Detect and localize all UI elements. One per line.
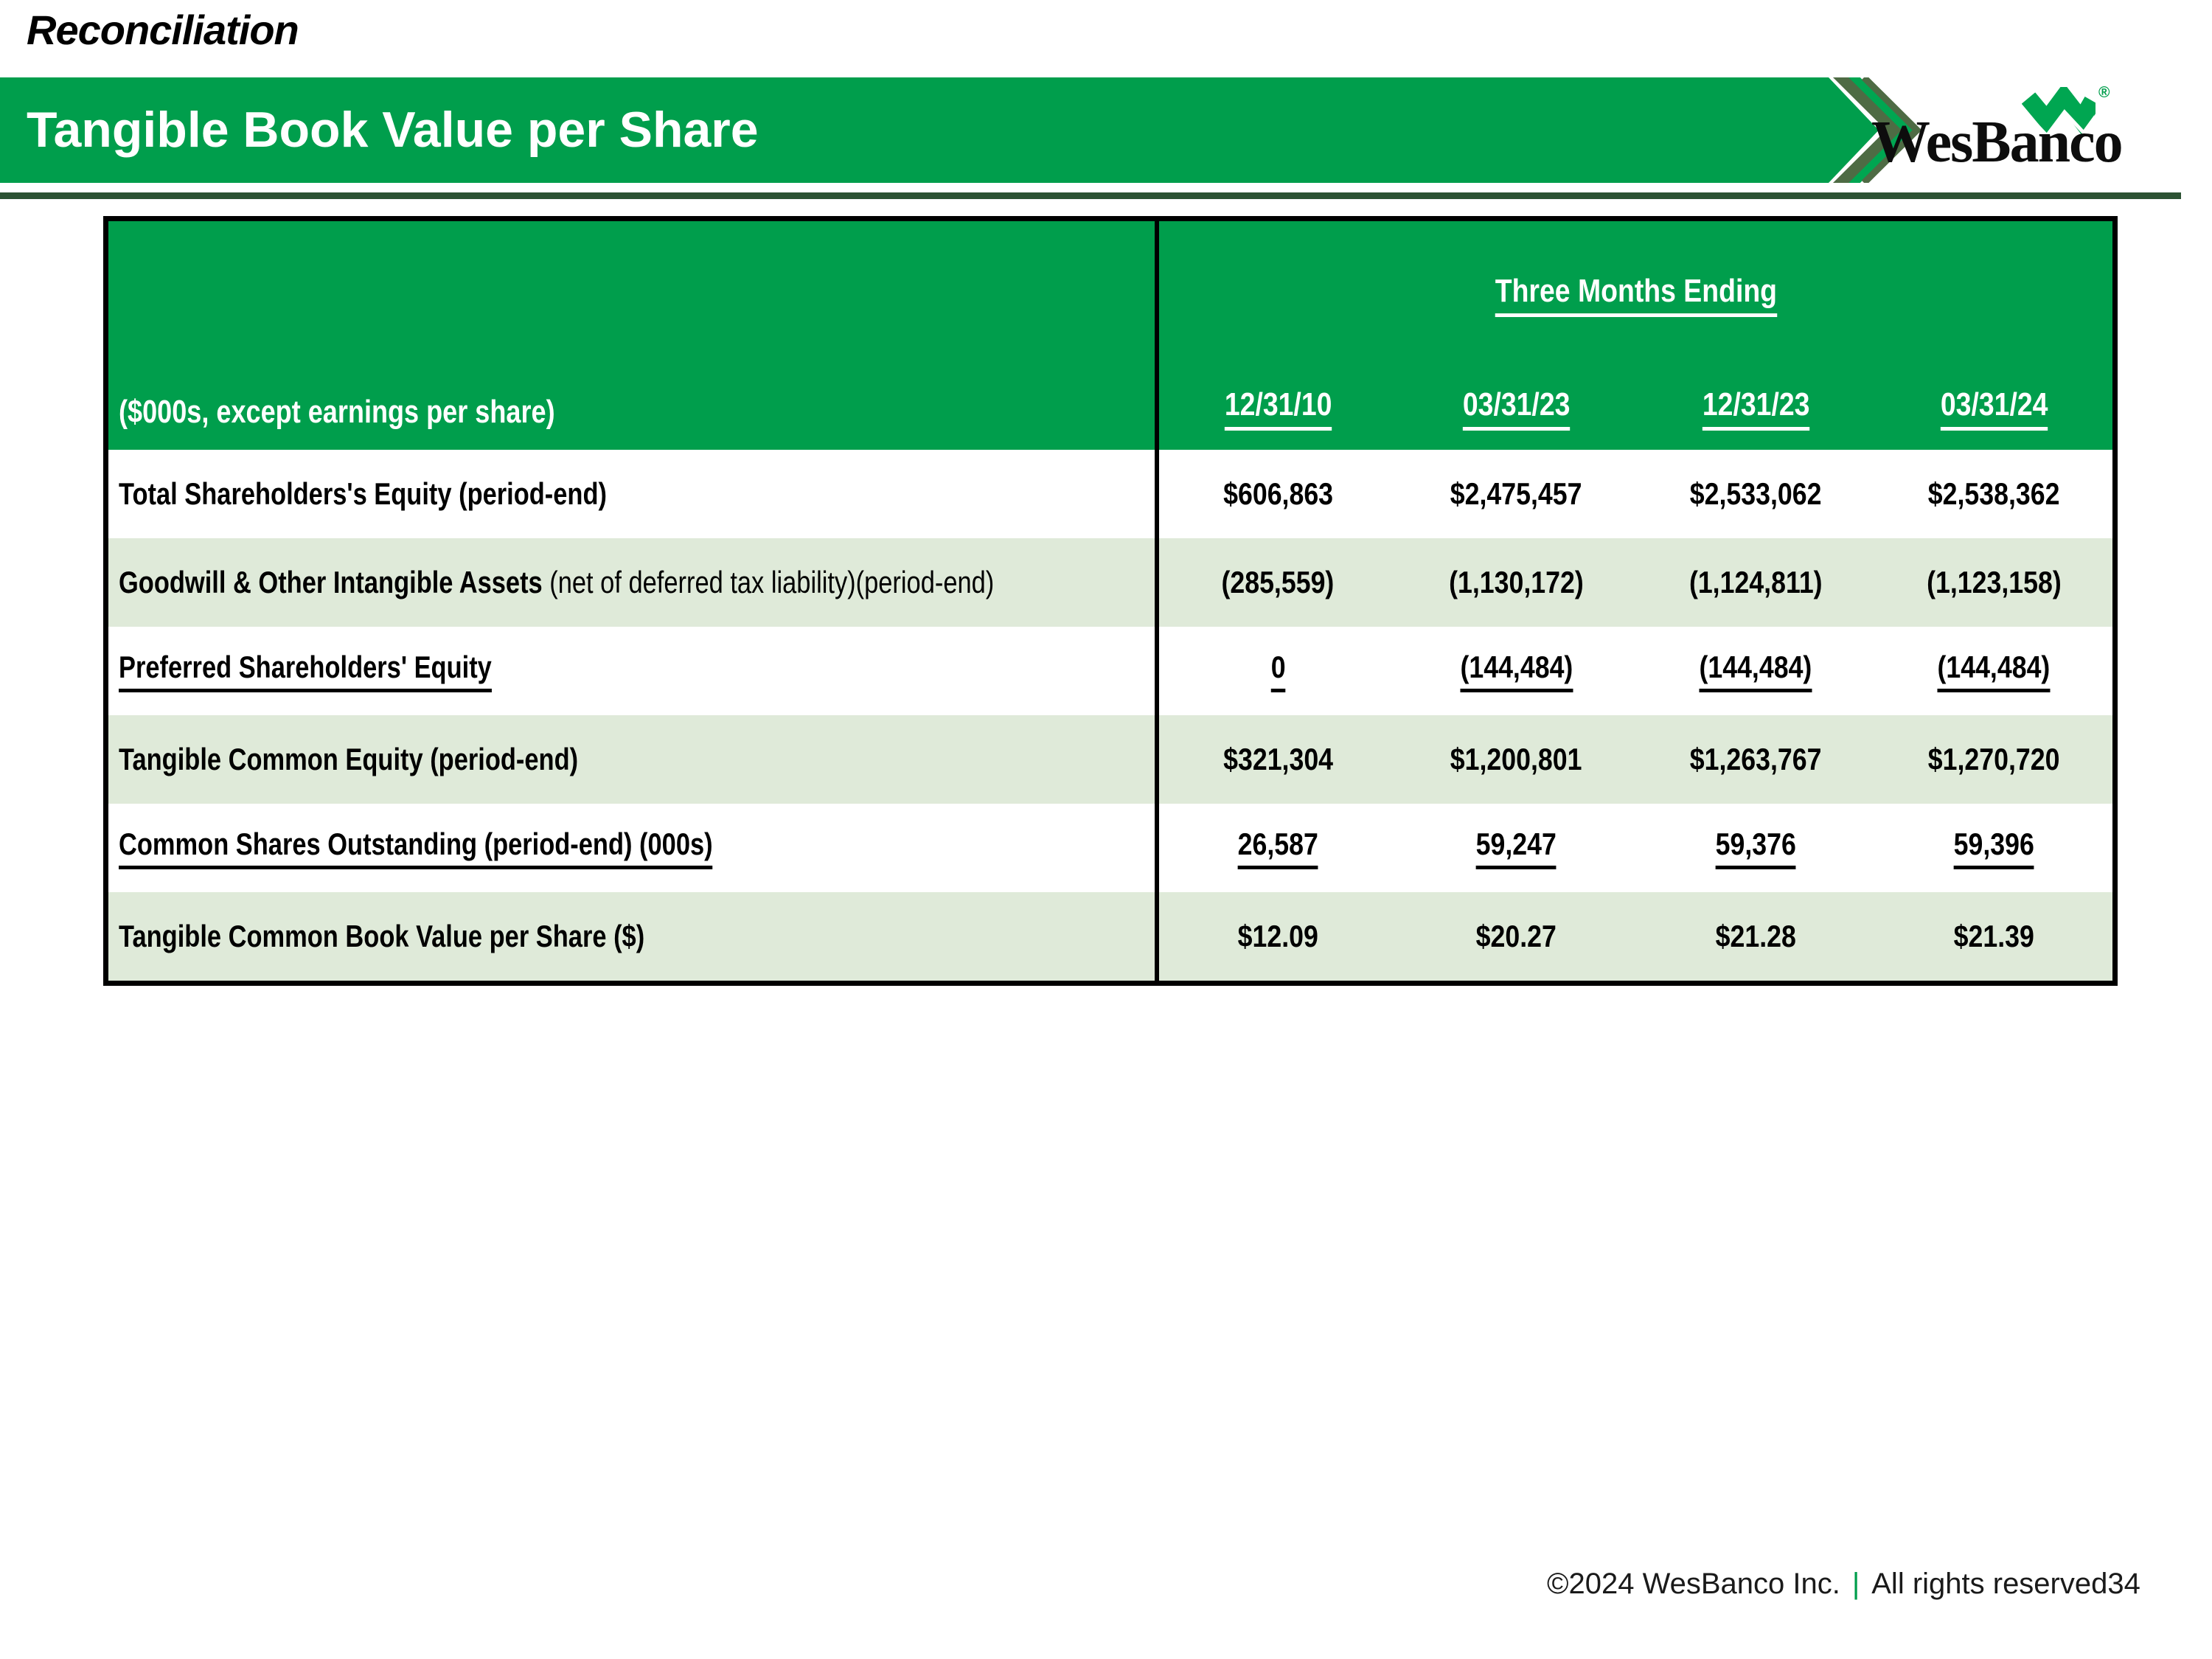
slide-footer bbox=[1547, 1566, 2140, 1601]
value-cell bbox=[1876, 715, 2115, 804]
value: 0 bbox=[1270, 650, 1285, 692]
table-row bbox=[106, 450, 2115, 538]
copyright-text: ©2024 WesBanco Inc. bbox=[1547, 1567, 1840, 1600]
row-label-cell bbox=[106, 892, 1158, 984]
value: $2,475,457 bbox=[1450, 476, 1582, 511]
value-cell bbox=[1157, 892, 1397, 984]
row-label-cell bbox=[106, 538, 1158, 627]
row-label-rest: (net of deferred tax liability)(period-end) bbox=[542, 565, 995, 599]
value-cell bbox=[1636, 715, 1876, 804]
page-number: 34 bbox=[2107, 1567, 2140, 1600]
table-row bbox=[106, 892, 2115, 984]
value: (144,484) bbox=[1700, 650, 1812, 692]
table-row bbox=[106, 627, 2115, 715]
value: $1,263,767 bbox=[1689, 742, 1822, 776]
group-header-cell bbox=[1157, 219, 2115, 348]
value: $21.28 bbox=[1715, 919, 1796, 953]
row-label: Preferred Shareholders' Equity bbox=[119, 650, 492, 692]
header-rule bbox=[0, 192, 2181, 199]
value-cell bbox=[1397, 627, 1636, 715]
row-label: Common Shares Outstanding (period-end) (000s) bbox=[119, 827, 713, 869]
page-title: Tangible Book Value per Share bbox=[27, 102, 759, 158]
registered-mark: ® bbox=[2098, 84, 2110, 101]
value-cell bbox=[1876, 450, 2115, 538]
value-cell bbox=[1636, 538, 1876, 627]
value: 59,396 bbox=[1954, 827, 2034, 869]
table-row bbox=[106, 715, 2115, 804]
row-label-cell bbox=[106, 804, 1158, 892]
footer-separator: | bbox=[1851, 1567, 1860, 1600]
value-cell bbox=[1636, 892, 1876, 984]
value: (1,124,811) bbox=[1688, 565, 1823, 599]
row-label: Tangible Common Equity (period-end) bbox=[119, 742, 579, 776]
row-label: Tangible Common Book Value per Share ($) bbox=[119, 919, 645, 953]
row-label: Total Shareholders's Equity (period-end) bbox=[119, 476, 607, 511]
value: (285,559) bbox=[1221, 565, 1335, 599]
value: 59,376 bbox=[1716, 827, 1796, 869]
row-label-bold: Goodwill & Other Intangible Assets bbox=[119, 565, 543, 599]
value-cell bbox=[1397, 450, 1636, 538]
value-cell bbox=[1397, 804, 1636, 892]
value: $606,863 bbox=[1222, 476, 1333, 511]
value-cell bbox=[1157, 627, 1397, 715]
column-header bbox=[1636, 347, 1876, 450]
row-label bbox=[119, 565, 994, 600]
value-cell bbox=[1876, 804, 2115, 892]
logo-wordmark: WesBanco bbox=[1871, 110, 2122, 175]
column-header-label: 03/31/23 bbox=[1463, 386, 1571, 431]
table-header bbox=[106, 219, 2115, 451]
value: $2,538,362 bbox=[1927, 476, 2060, 511]
value-cell bbox=[1157, 715, 1397, 804]
rights-text: All rights reserved bbox=[1871, 1567, 2108, 1600]
group-header: Three Months Ending bbox=[1495, 273, 1777, 317]
value-cell bbox=[1397, 538, 1636, 627]
wesbanco-logo bbox=[1865, 71, 2175, 189]
value: $1,200,801 bbox=[1450, 742, 1582, 776]
value-cell bbox=[1157, 450, 1397, 538]
value: (144,484) bbox=[1938, 650, 2051, 692]
value-cell bbox=[1636, 450, 1876, 538]
column-header-label: 12/31/23 bbox=[1702, 386, 1809, 431]
title-banner bbox=[0, 77, 1799, 183]
value-cell bbox=[1157, 804, 1397, 892]
value-cell bbox=[1876, 538, 2115, 627]
value: $21.39 bbox=[1953, 919, 2034, 953]
value: (1,123,158) bbox=[1927, 565, 2062, 599]
column-header-label: 03/31/24 bbox=[1941, 386, 2048, 431]
reconciliation-table bbox=[103, 216, 2118, 986]
value-cell bbox=[1397, 892, 1636, 984]
value: $12.09 bbox=[1237, 919, 1318, 953]
column-header bbox=[1397, 347, 1636, 450]
row-label-cell bbox=[106, 450, 1158, 538]
value: $321,304 bbox=[1222, 742, 1333, 776]
value: (1,130,172) bbox=[1449, 565, 1584, 599]
value-cell bbox=[1876, 627, 2115, 715]
value-cell bbox=[1636, 627, 1876, 715]
column-header bbox=[1876, 347, 2115, 450]
column-header bbox=[1157, 347, 1397, 450]
value: 59,247 bbox=[1476, 827, 1557, 869]
row-label-cell bbox=[106, 715, 1158, 804]
value-cell bbox=[1876, 892, 2115, 984]
value: (144,484) bbox=[1460, 650, 1573, 692]
value: $20.27 bbox=[1475, 919, 1557, 953]
value: $2,533,062 bbox=[1689, 476, 1822, 511]
column-header-label: 12/31/10 bbox=[1224, 386, 1332, 431]
value: 26,587 bbox=[1238, 827, 1318, 869]
units-note-cell bbox=[106, 219, 1158, 451]
table-row bbox=[106, 804, 2115, 892]
row-label-cell bbox=[106, 627, 1158, 715]
table-row bbox=[106, 538, 2115, 627]
value: $1,270,720 bbox=[1927, 742, 2060, 776]
units-note: ($000s, except earnings per share) bbox=[119, 394, 555, 430]
value-cell bbox=[1397, 715, 1636, 804]
value-cell bbox=[1636, 804, 1876, 892]
slide-kicker: Reconciliation bbox=[27, 7, 299, 53]
value-cell bbox=[1157, 538, 1397, 627]
